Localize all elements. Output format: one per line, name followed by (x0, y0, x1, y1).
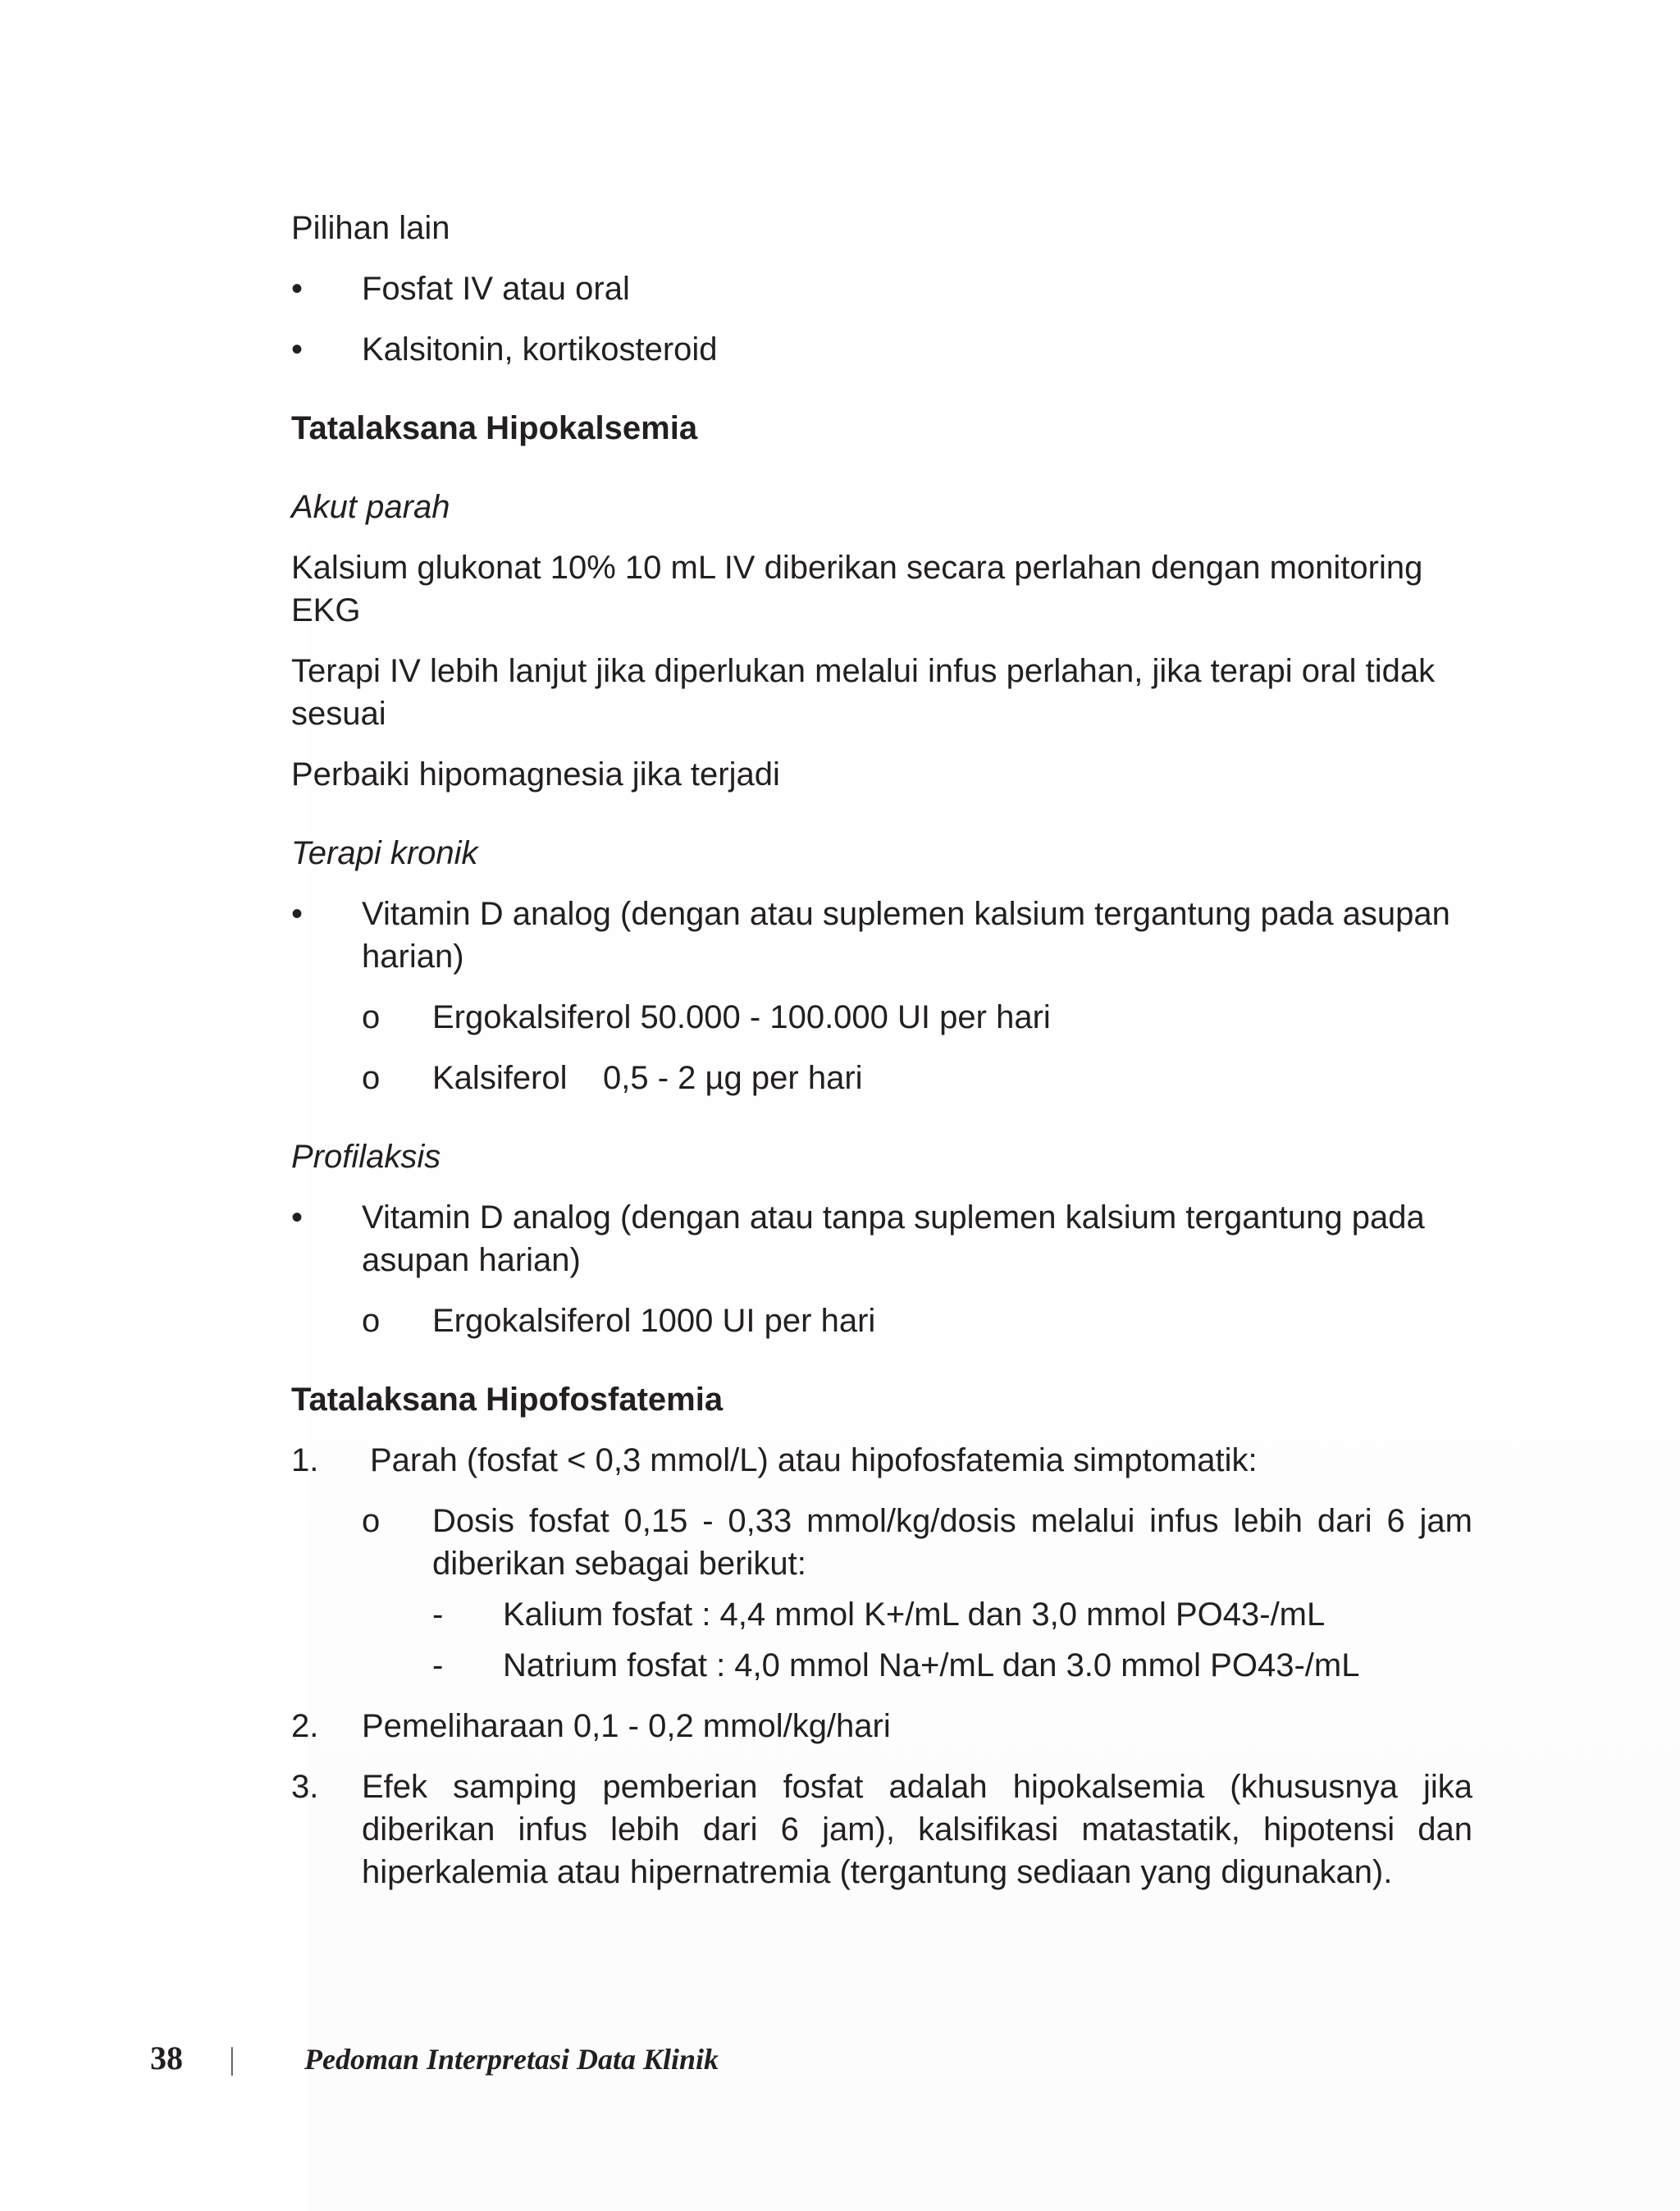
numbered-item-text: Efek samping pemberian fosfat adalah hipokalsemia (khususnya jika diberikan infus lebih dari 6 jam), kalsifikasi matastatik, hipotensi dan hiperkalemia atau hipernatremia (tergantung sediaan yang digunakan). (362, 1769, 1472, 1890)
footer-separator: | (229, 2042, 235, 2076)
section-title-hypophosphatemia: Tatalaksana Hipofosfatemia (291, 1382, 724, 1418)
numbered-item-text: Parah (fosfat < 0,3 mmol/L) atau hipofosfatemia simptomatik: (370, 1442, 1258, 1478)
subsection-acute: Akut parah (291, 489, 450, 525)
sub-list-item (291, 1300, 1472, 1342)
bullet-marker: • (291, 271, 304, 307)
circle-marker: o (362, 1503, 381, 1539)
item-number: 2. (291, 1708, 319, 1744)
list-item-text: Fosfat IV atau oral (362, 271, 630, 307)
list-item (291, 328, 1472, 371)
circle-marker: o (362, 1060, 381, 1096)
paragraph: Perbaiki hipomagnesia jika terjadi (291, 756, 780, 793)
circle-marker: o (362, 999, 381, 1035)
bullet-marker: • (291, 1199, 304, 1236)
dash-item (291, 1644, 1472, 1687)
list-item (291, 1196, 1472, 1281)
sub-list-item-text: Ergokalsiferol 1000 UI per hari (432, 1303, 876, 1339)
sub-list-item (291, 1057, 1472, 1099)
sub-list-item (291, 996, 1472, 1039)
running-title: Pedoman Interpretasi Data Klinik (304, 2043, 719, 2076)
page-number: 38 (150, 2040, 183, 2076)
dash-item (291, 1593, 1472, 1636)
sub-list-item-text: Ergokalsiferol 50.000 - 100.000 UI per hari (432, 999, 1051, 1035)
bullet-marker: • (291, 896, 304, 932)
circle-marker: o (362, 1303, 381, 1339)
item-number: 1. (291, 1442, 319, 1478)
list-item (291, 267, 1472, 310)
list-item-text: Kalsitonin, kortikosteroid (362, 331, 718, 368)
list-item-text: Vitamin D analog (dengan atau suplemen kalsium tergantung pada asupan harian) (362, 896, 1450, 975)
paragraph: Kalsium glukonat 10% 10 mL IV diberikan secara perlahan dengan monitoring EKG (291, 550, 1423, 628)
section-title-hypocalcemia: Tatalaksana Hipokalsemia (291, 410, 698, 446)
numbered-item (291, 1439, 1472, 1482)
list-item (291, 893, 1472, 978)
intro-heading: Pilihan lain (291, 210, 450, 246)
numbered-item (291, 1766, 1472, 1894)
sub-list-item-text (432, 1057, 1472, 1099)
subsection-prophylaxis: Profilaksis (291, 1139, 441, 1175)
list-item-text: Vitamin D analog (dengan atau tanpa suplemen kalsium tergantung pada asupan harian) (362, 1199, 1425, 1278)
subsection-chronic: Terapi kronik (291, 835, 478, 871)
numbered-item-text: Pemeliharaan 0,1 - 0,2 mmol/kg/hari (362, 1708, 891, 1744)
paragraph: Terapi IV lebih lanjut jika diperlukan melalui infus perlahan, jika terapi oral tidak sesuai (291, 653, 1436, 732)
dash-item-text: Natrium fosfat : 4,0 mmol Na+/mL dan 3.0 mmol PO43-/mL (503, 1647, 1360, 1683)
sub-list-item-text: Dosis fosfat 0,15 - 0,33 mmol/kg/dosis melalui infus lebih dari 6 jam diberikan sebagai berikut: (432, 1503, 1472, 1582)
page-footer (150, 2039, 719, 2077)
sub-list-item (291, 1500, 1472, 1585)
dash-marker: - (432, 1647, 444, 1683)
dash-marker: - (432, 1597, 444, 1633)
bullet-marker: • (291, 331, 304, 368)
numbered-item (291, 1705, 1472, 1747)
document-body (291, 207, 1472, 1894)
drug-dose: 0,5 - 2 µg per hari (603, 1060, 863, 1096)
drug-name: Kalsiferol (432, 1060, 568, 1096)
item-number: 3. (291, 1769, 319, 1805)
dash-item-text: Kalium fosfat : 4,4 mmol K+/mL dan 3,0 mmol PO43-/mL (503, 1597, 1326, 1633)
